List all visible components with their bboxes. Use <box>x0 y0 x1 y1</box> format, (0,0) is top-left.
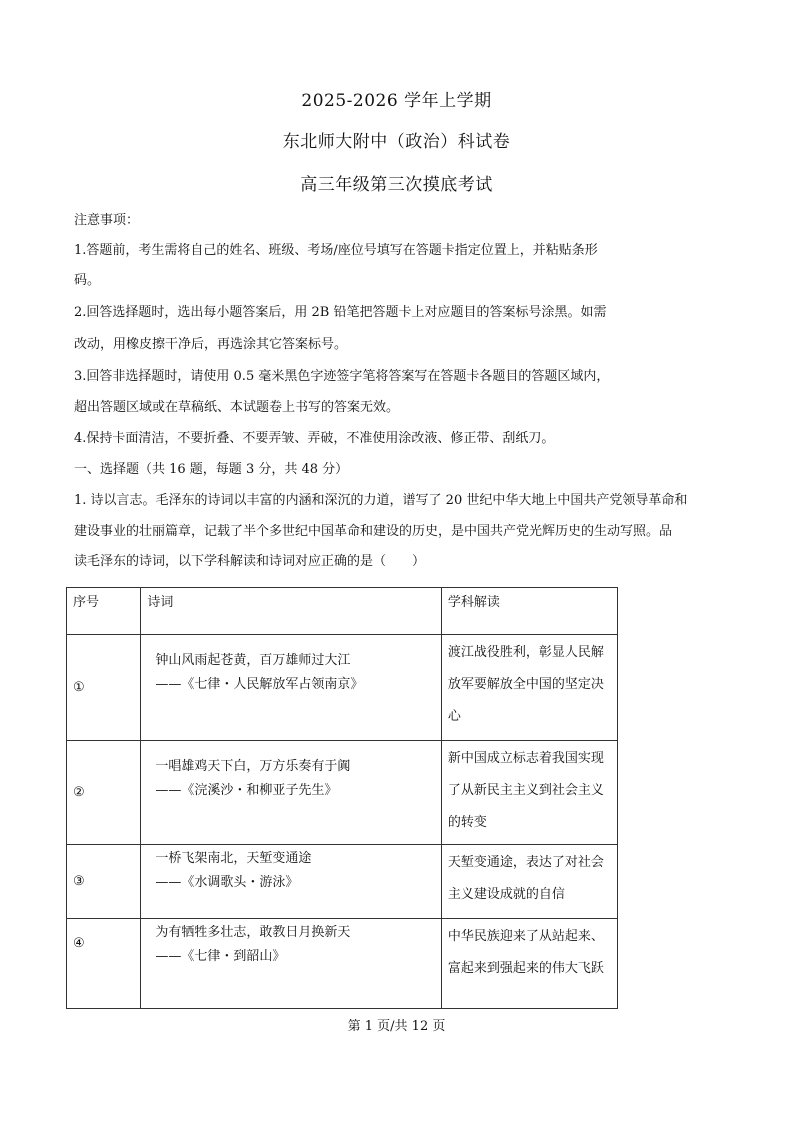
notice-item-3: 3.回答非选择题时，请使用 0.5 毫米黑色字迹签字笔将答案写在答题卡各题目的答题区域内， <box>74 369 610 384</box>
header-interpretation: 学科解读 <box>441 588 617 635</box>
row-number: ③ <box>67 845 141 919</box>
interp-line: 的转变 <box>447 815 487 830</box>
poem-line: 钟山风雨起苍黄，百万雄师过大江 <box>155 653 351 668</box>
poem-source: ——《浣溪沙・和柳亚子先生》 <box>155 783 338 798</box>
notice-item-1-cont: 码。 <box>74 273 101 288</box>
section-title: 一、选择题（共 16 题，每题 3 分，共 48 分） <box>74 462 349 477</box>
table-row <box>67 635 618 741</box>
row-number: ① <box>67 635 141 741</box>
question-1-stem-end: 读毛泽东的诗词，以下学科解读和诗词对应正确的是（ ） <box>74 554 426 569</box>
poetry-table <box>66 587 618 1009</box>
header-number: 序号 <box>67 588 141 635</box>
table-row <box>67 741 618 845</box>
notice-item-3-cont: 超出答题区域或在草稿纸、本试题卷上书写的答案无效。 <box>74 400 400 415</box>
poem-line: 一唱雄鸡天下白，万方乐奏有于阗 <box>155 759 351 774</box>
page-number: 第 1 页/共 12 页 <box>347 1019 446 1034</box>
row-poem-cell <box>141 845 442 919</box>
interp-line: 富起来到强起来的伟大飞跃 <box>447 961 604 976</box>
interp-line: 渡江战役胜利，彰显人民解 <box>447 645 604 660</box>
notice-item-2: 2.回答选择题时，选出每小题答案后，用 2B 铅笔把答题卡上对应题目的答案标号涂黑。如需 <box>74 305 607 320</box>
interp-line: 了从新民主主义到社会主义 <box>447 783 604 798</box>
header-poem: 诗词 <box>141 588 442 635</box>
row-poem-cell <box>141 741 442 845</box>
row-interpretation <box>441 845 617 919</box>
exam-year-title: 2025-2026 学年上学期 <box>301 91 492 111</box>
row-poem-cell <box>141 635 442 741</box>
notice-item-4: 4.保持卡面清洁，不要折叠、不要弄皱、弄破，不准使用涂改液、修正带、刮纸刀。 <box>74 431 555 446</box>
notice-item-2-cont: 改动，用橡皮擦干净后，再选涂其它答案标号。 <box>74 337 348 352</box>
poem-source: ——《七律・到韶山》 <box>155 949 286 964</box>
poem-line: 一桥飞架南北，天堑变通途 <box>155 851 312 866</box>
table-row <box>67 919 618 1009</box>
interp-line: 心 <box>447 709 461 724</box>
table-header-row <box>67 588 618 635</box>
interp-line: 中华民族迎来了从站起来、 <box>447 929 604 944</box>
notice-heading: 注意事项： <box>74 213 140 228</box>
interp-line: 放军要解放全中国的坚定决 <box>447 677 604 692</box>
poem-line: 为有牺牲多壮志，敢教日月换新天 <box>155 925 351 940</box>
row-interpretation <box>441 919 617 1009</box>
poem-source: ——《水调歌头・游泳》 <box>155 875 299 890</box>
row-number: ④ <box>67 919 141 1009</box>
question-1-stem-cont: 建设事业的壮丽篇章，记载了半个多世纪中国革命和建设的历史，是中国共产党光辉历史的生动写照。品 <box>74 524 673 539</box>
table-row <box>67 845 618 919</box>
notice-item-1: 1.答题前，考生需将自己的姓名、班级、考场/座位号填写在答题卡指定位置上，并粘贴条形 <box>74 243 598 258</box>
row-interpretation <box>441 635 617 741</box>
interp-line: 新中国成立标志着我国实现 <box>447 751 604 766</box>
poem-source: ——《七律・人民解放军占领南京》 <box>155 677 364 692</box>
row-interpretation <box>441 741 617 845</box>
exam-subject-title: 东北师大附中（政治）科试卷 <box>282 132 511 152</box>
interp-line: 主义建设成就的自信 <box>447 887 565 902</box>
question-1-stem: 1. 诗以言志。毛泽东的诗词以丰富的内涵和深沉的力道，谱写了 20 世纪中华大地上中国共产党领导革命和 <box>74 493 688 508</box>
interp-line: 天堑变通途，表达了对社会 <box>447 855 604 870</box>
row-number: ② <box>67 741 141 845</box>
row-poem-cell <box>141 919 442 1009</box>
exam-name-title: 高三年级第三次摸底考试 <box>300 175 493 195</box>
